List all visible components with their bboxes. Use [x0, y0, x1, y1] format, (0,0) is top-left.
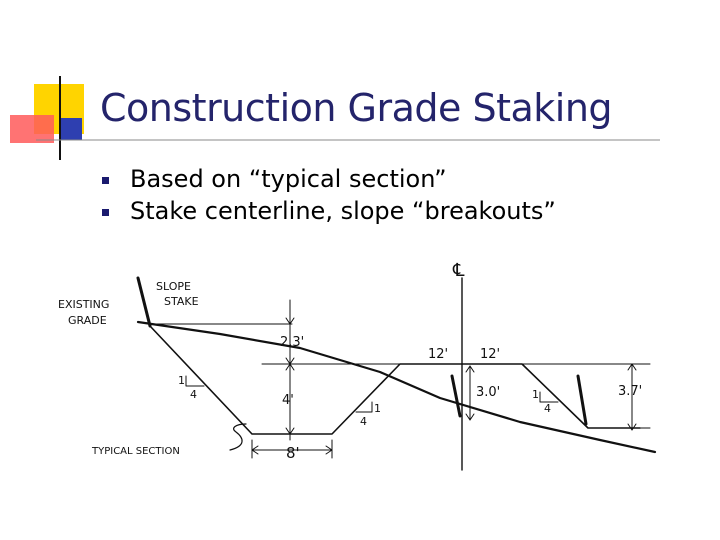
half-width-left-label: 12': [428, 347, 449, 362]
bullet-list: [100, 165, 556, 229]
slope-rise-label: 1: [532, 388, 539, 401]
typical-section-leader: [230, 424, 246, 450]
existing-grade-line: [138, 322, 655, 452]
slope-stake-label: STAKE: [164, 295, 199, 308]
right-cut-label: 3.7': [618, 384, 643, 399]
slope-rise-label: 1: [178, 374, 185, 387]
deco-blue-square: [60, 118, 82, 140]
bullet-text: Stake centerline, slope “breakouts”: [130, 197, 556, 225]
center-stake: [452, 376, 460, 416]
slope-run-label: 4: [544, 402, 551, 415]
centerline-symbol: ℄: [453, 260, 465, 281]
cross-section-diagram: [0, 250, 720, 540]
center-cut-label: 3.0': [476, 385, 501, 400]
bullet-item: [100, 197, 556, 229]
slide-title: Construction Grade Staking: [100, 86, 613, 130]
existing-grade-label: GRADE: [68, 314, 107, 327]
slope-stake-label: SLOPE: [156, 280, 191, 293]
slope-run-label: 4: [360, 415, 367, 428]
half-width-right-label: 12': [480, 347, 501, 362]
square-bullet-icon: [102, 177, 109, 184]
ditch-depth-label: 4': [282, 393, 294, 408]
right-stake: [578, 376, 586, 424]
title-decoration: [0, 0, 720, 170]
slope-run-label: 4: [190, 388, 197, 401]
bullet-item: [100, 165, 556, 197]
square-bullet-icon: [102, 209, 109, 216]
typical-section-label: TYPICAL SECTION: [92, 446, 180, 457]
slope-rise-label: 1: [374, 402, 381, 415]
bullet-text: Based on “typical section”: [130, 165, 447, 193]
left-slope-stake: [138, 278, 150, 326]
ditch-width-label: 8': [286, 444, 300, 462]
existing-grade-label: EXISTING: [58, 298, 110, 311]
deco-red-bar: [10, 115, 54, 143]
cut-depth-label: 2.3': [280, 335, 305, 350]
typical-section-line: [150, 326, 643, 434]
